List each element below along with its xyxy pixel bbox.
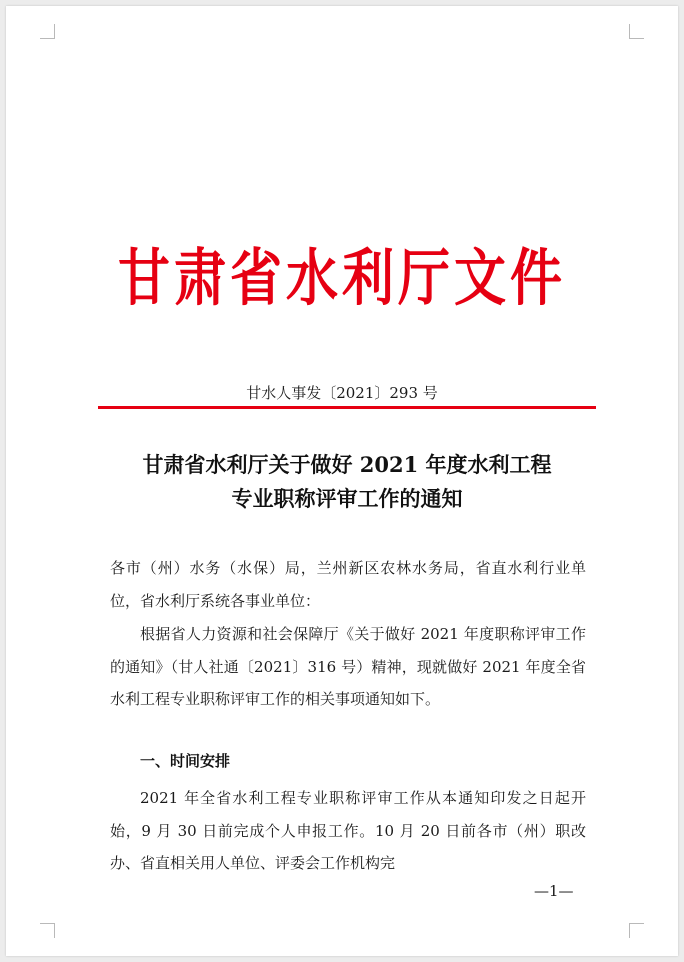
masthead-title: 甘肃省水利厅文件: [117, 242, 566, 315]
crop-mark-bottom-left: [40, 923, 55, 938]
document-page: [6, 6, 678, 956]
title-line-1: 甘肃省水利厅关于做好 2021 年度水利工程: [142, 452, 552, 477]
title-line-2: 专业职称评审工作的通知: [231, 486, 463, 511]
crop-mark-top-left: [40, 24, 55, 39]
red-separator-line: [98, 406, 596, 409]
document-title: [96, 448, 598, 516]
addressee: 各市（州）水务（水保）局，兰州新区农林水务局，省直水利行业单位，省水利厅系统各事业单位：: [110, 559, 586, 610]
paragraph-2: 2021 年全省水利工程专业职称评审工作从本通知印发之日起开始，9 月 30 日前完成个人申报工作。10 月 20 日前各市（州）职改办、省直相关用人单位、评委会工作机构完: [110, 789, 586, 873]
page-number: —1—: [534, 882, 574, 900]
crop-mark-bottom-right: [629, 923, 644, 938]
document-number: 甘水人事发〔2021〕293 号: [246, 384, 438, 402]
paragraph-1: 根据省人力资源和社会保障厅《关于做好 2021 年度职称评审工作的通知》（甘人社通〔2021〕316 号）精神，现就做好 2021 年度全省水利工程专业职称评审工作的相关事项通知如下。: [110, 625, 586, 709]
section-heading-1: 一、时间安排: [140, 752, 231, 770]
crop-mark-top-right: [629, 24, 644, 39]
